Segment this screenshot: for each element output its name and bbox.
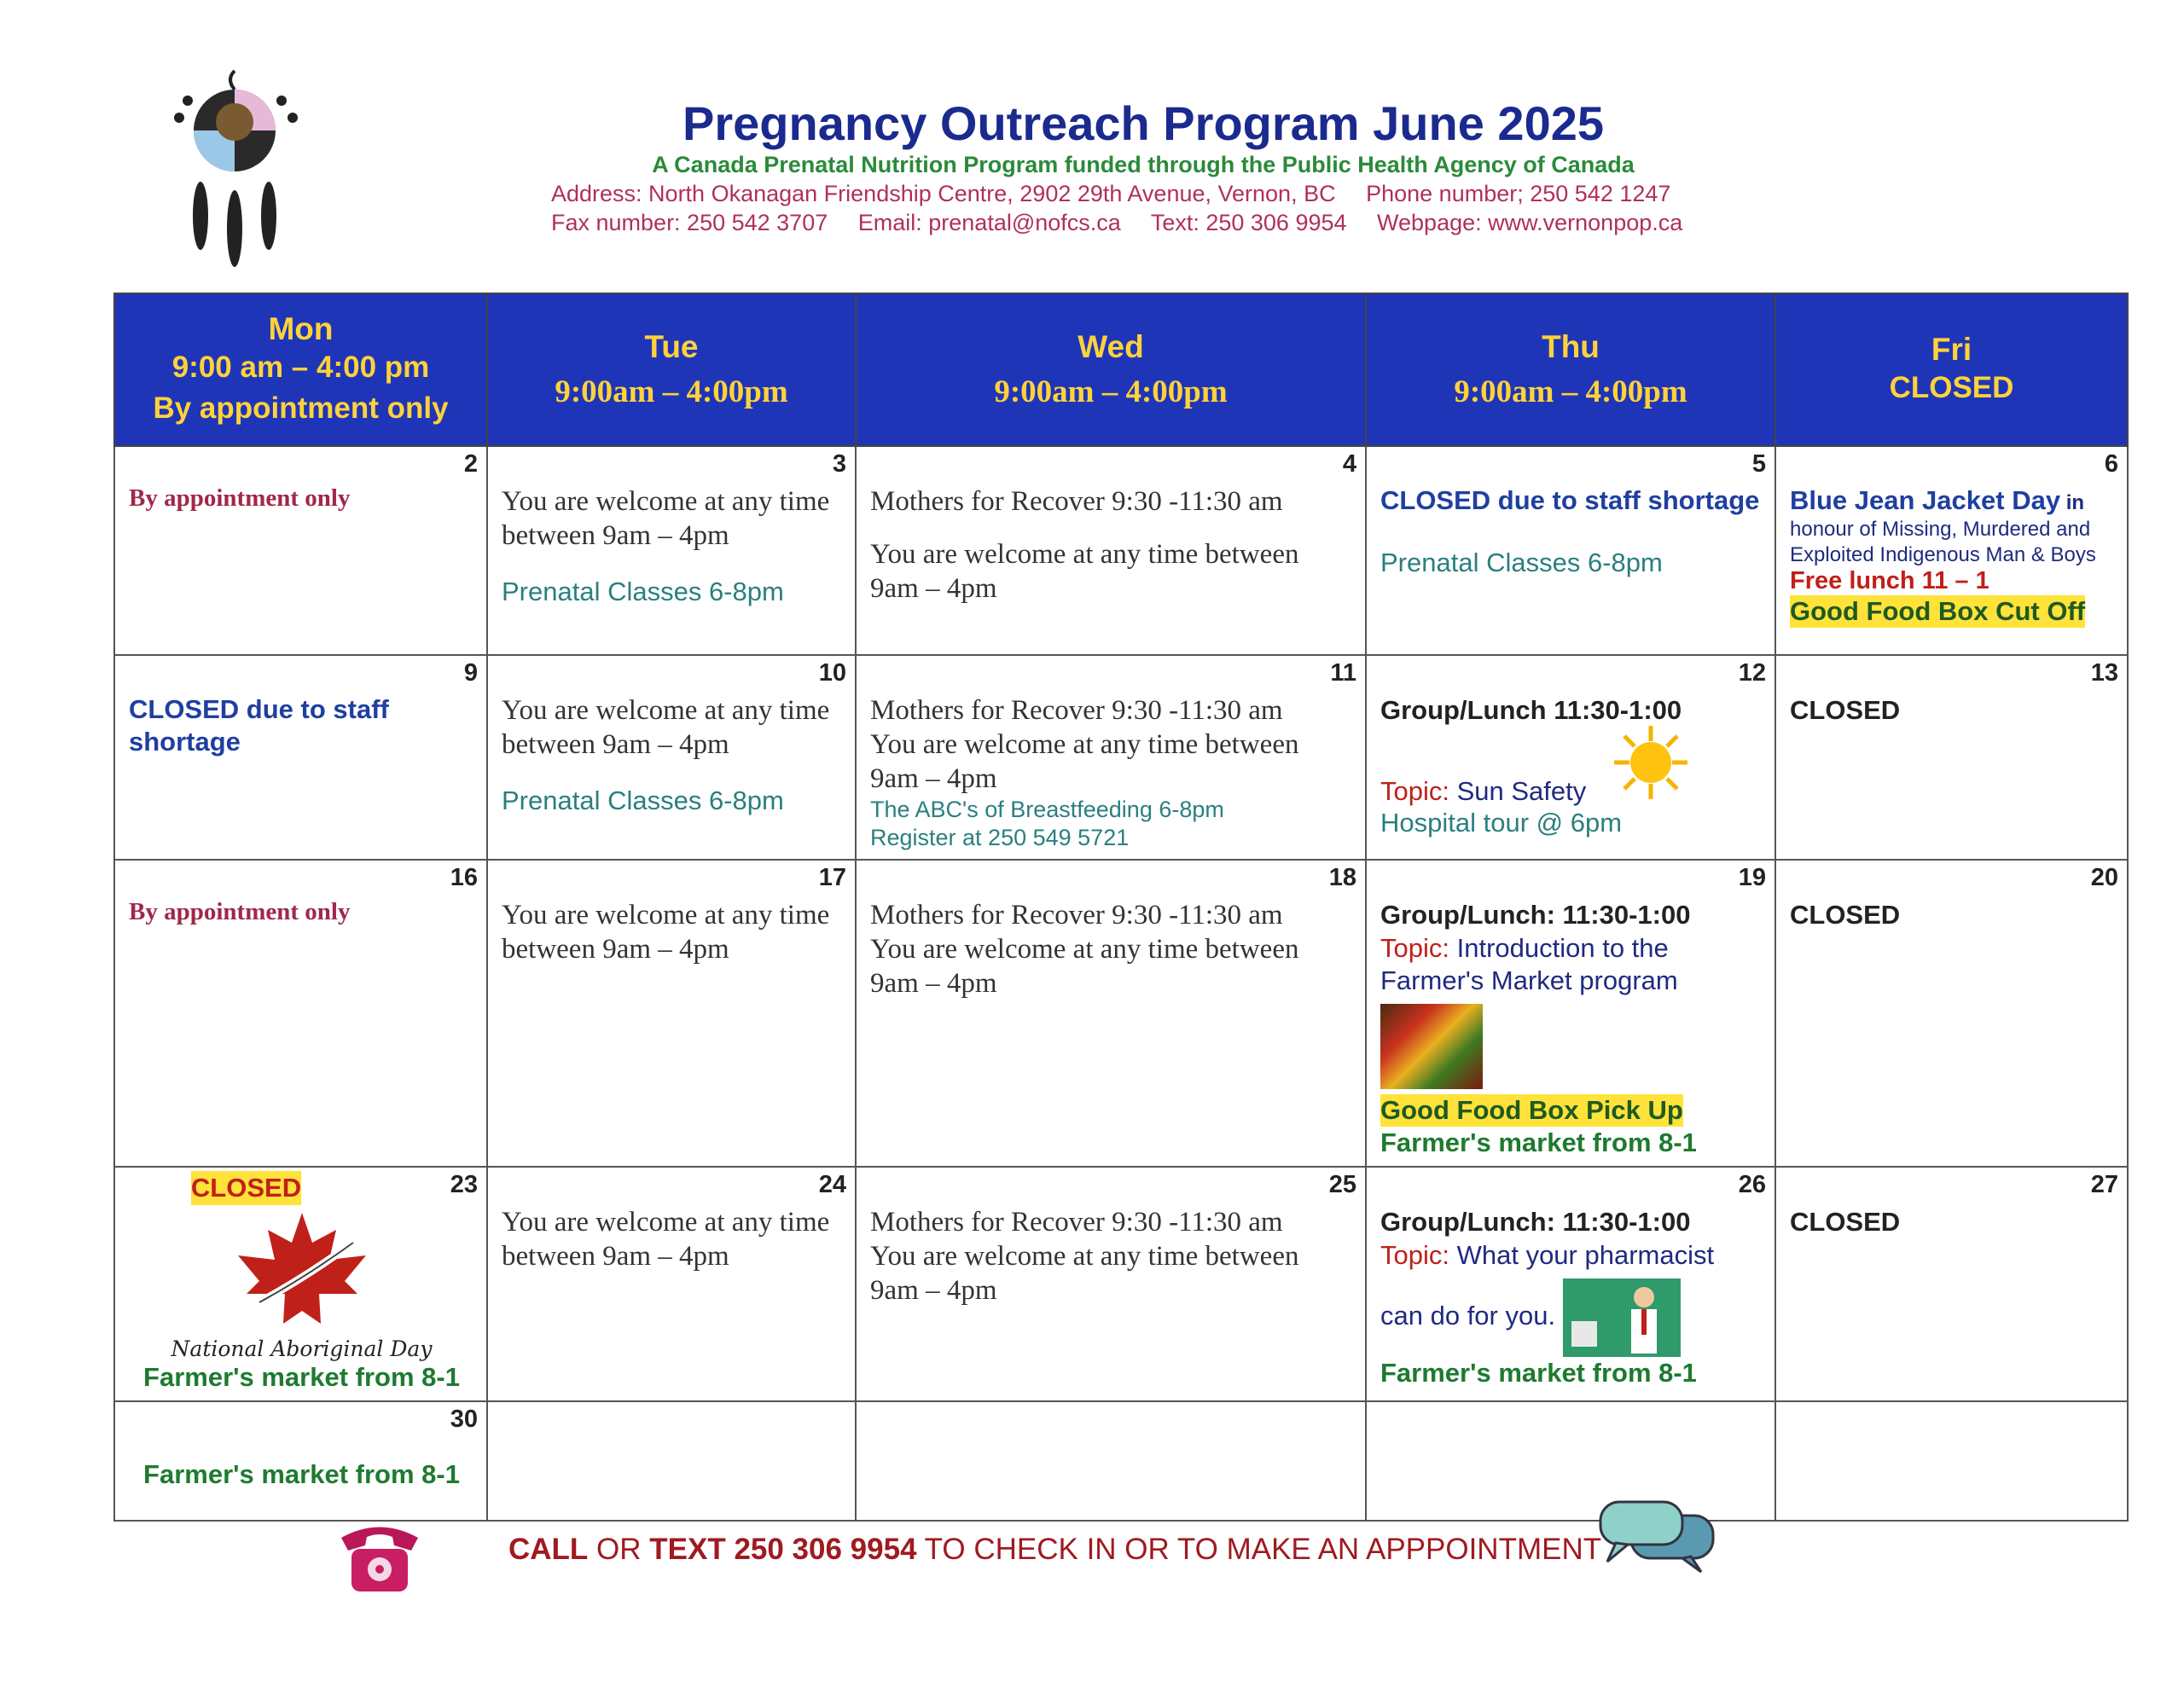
page-title: Pregnancy Outreach Program June 2025 bbox=[682, 96, 1604, 150]
empty-cell bbox=[1775, 1401, 2128, 1521]
email: Email: prenatal@nofcs.ca bbox=[857, 210, 1121, 235]
week-row-2 bbox=[114, 655, 2128, 860]
header-mon: Mon 9:00 am – 4:00 pm By appointment only bbox=[114, 293, 487, 446]
day-cell-6: 6 Blue Jean Jacket Day in honour of Missing, Murdered and Exploited Indigenous Man & Boys Free lunch 11 – 1 Good Food Box Cut Off bbox=[1775, 446, 2128, 655]
contact-line-2 bbox=[551, 210, 1745, 236]
day-cell-12: 12 Group/Lunch 11:30-1:00 Topic: Sun Safety Hospital tour @ 6pm bbox=[1366, 655, 1775, 860]
week-row-4 bbox=[114, 1167, 2128, 1401]
day-cell-4: 4 Mothers for Recover 9:30 -11:30 am You are welcome at any time between 9am – 4pm bbox=[856, 446, 1366, 655]
header-tue: Tue 9:00am – 4:00pm bbox=[487, 293, 856, 446]
day-cell-17: 17 You are welcome at any time between 9am – 4pm bbox=[487, 860, 856, 1167]
day-cell-10: 10 You are welcome at any time between 9am – 4pm Prenatal Classes 6-8pm bbox=[487, 655, 856, 860]
address: Address: North Okanagan Friendship Centre, 2902 29th Avenue, Vernon, BC bbox=[551, 181, 1336, 206]
contact-line-1 bbox=[551, 181, 1745, 207]
telephone-icon bbox=[333, 1516, 427, 1595]
phone-number: Phone number; 250 542 1247 bbox=[1366, 181, 1671, 206]
day-cell-5: 5 CLOSED due to staff shortage Prenatal Classes 6-8pm bbox=[1366, 446, 1775, 655]
day-cell-2: 2 By appointment only bbox=[114, 446, 487, 655]
day-cell-26: 26 Group/Lunch: 11:30-1:00 Topic: What your pharmacist can do for you. Farmer's market from 8-1 bbox=[1366, 1167, 1775, 1401]
chat-bubbles-icon bbox=[1597, 1497, 1716, 1574]
day-cell-19: 19 Group/Lunch: 11:30-1:00 Topic: Introduction to the Farmer's Market program Good Food Box Pick Up Farmer's market from 8-1 bbox=[1366, 860, 1775, 1167]
page-subtitle: A Canada Prenatal Nutrition Program funded through the Public Health Agency of Canada bbox=[652, 152, 1635, 177]
maple-leaf-icon bbox=[225, 1209, 379, 1336]
day-cell-25: 25 Mothers for Recover 9:30 -11:30 am You are welcome at any time between 9am – 4pm bbox=[856, 1167, 1366, 1401]
empty-cell bbox=[487, 1401, 856, 1521]
webpage: Webpage: www.vernonpop.ca bbox=[1377, 210, 1683, 235]
calendar-table bbox=[113, 293, 2129, 1522]
day-cell-3: 3 You are welcome at any time between 9am – 4pm Prenatal Classes 6-8pm bbox=[487, 446, 856, 655]
day-cell-20: 20 CLOSED bbox=[1775, 860, 2128, 1167]
header-wed: Wed 9:00am – 4:00pm bbox=[856, 293, 1366, 446]
header-thu: Thu 9:00am – 4:00pm bbox=[1366, 293, 1775, 446]
sun-icon bbox=[1612, 724, 1689, 801]
day-cell-13: 13 CLOSED bbox=[1775, 655, 2128, 860]
week-row-5 bbox=[114, 1401, 2128, 1521]
fax-number: Fax number: 250 542 3707 bbox=[551, 210, 828, 235]
day-cell-18: 18 Mothers for Recover 9:30 -11:30 am You are welcome at any time between 9am – 4pm bbox=[856, 860, 1366, 1167]
day-cell-16: 16 By appointment only bbox=[114, 860, 487, 1167]
footer-call-to-action: CALL OR TEXT 250 306 9954 TO CHECK IN OR TO MAKE AN APPPOINTMENT bbox=[508, 1533, 1602, 1566]
header-fri: Fri CLOSED bbox=[1775, 293, 2128, 446]
day-cell-23: 23 CLOSED National Aboriginal Day Farmer's market from 8-1 bbox=[114, 1167, 487, 1401]
day-cell-11: 11 Mothers for Recover 9:30 -11:30 am You are welcome at any time between 9am – 4pm The ABC's of Breastfeeding 6-8pm Register at 250 549 5721 bbox=[856, 655, 1366, 860]
text-number: Text: 250 306 9954 bbox=[1150, 210, 1347, 235]
farmers-market-photo bbox=[1380, 1004, 1483, 1089]
day-cell-9: 9 CLOSED due to staff shortage bbox=[114, 655, 487, 860]
day-cell-27: 27 CLOSED bbox=[1775, 1167, 2128, 1401]
day-cell-24: 24 You are welcome at any time between 9am – 4pm bbox=[487, 1167, 856, 1401]
calendar-header-row bbox=[114, 293, 2128, 446]
empty-cell bbox=[856, 1401, 1366, 1521]
pharmacist-icon bbox=[1563, 1278, 1681, 1357]
week-row-3 bbox=[114, 860, 2128, 1167]
day-cell-30: 30 Farmer's market from 8-1 bbox=[114, 1401, 487, 1521]
week-row-1 bbox=[114, 446, 2128, 655]
